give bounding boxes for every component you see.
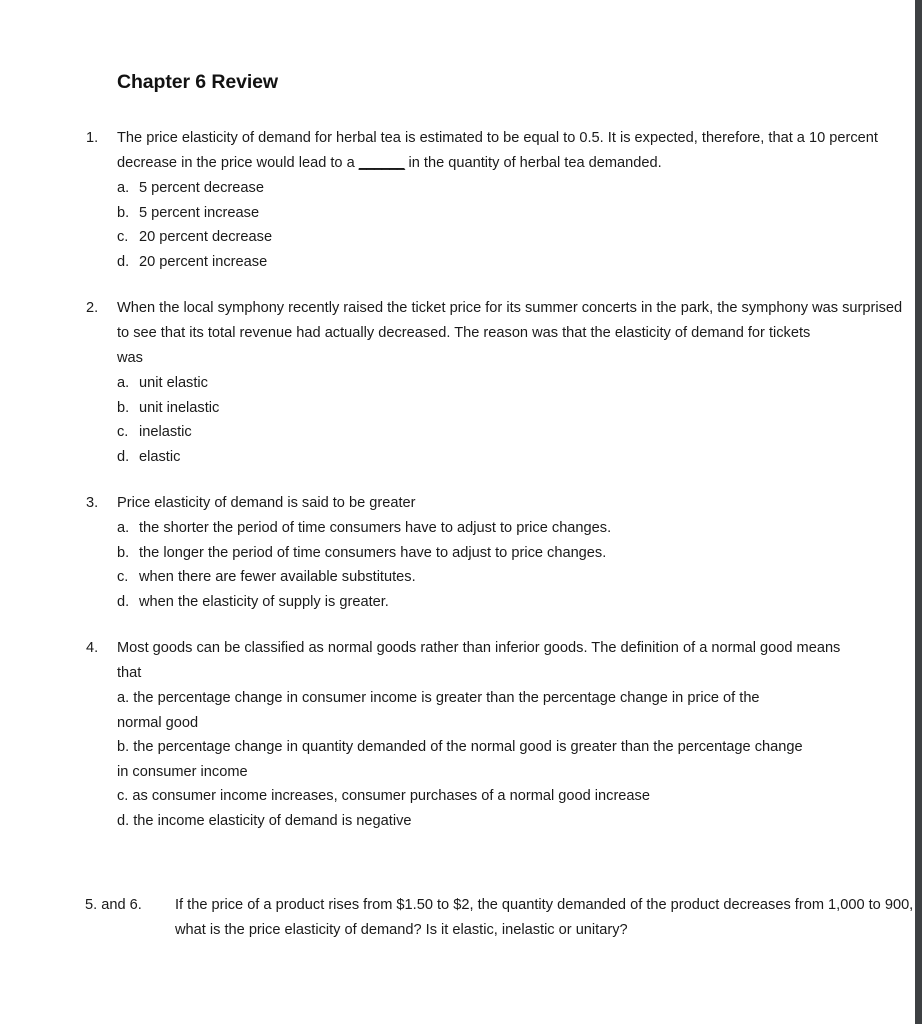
option-3b-letter: b. xyxy=(117,544,130,561)
question-5-and-6-label: 5. and 6. xyxy=(85,897,142,913)
option-2a[interactable] xyxy=(0,371,915,396)
option-3d-letter: d. xyxy=(117,593,130,610)
question-3-stem xyxy=(0,491,915,516)
option-2b[interactable] xyxy=(0,396,915,421)
option-1a[interactable] xyxy=(0,176,915,201)
option-3d-text: when the elasticity of supply is greater. xyxy=(139,593,389,610)
option-2d-text: elastic xyxy=(139,448,181,465)
option-1c-text: 20 percent decrease xyxy=(139,229,273,245)
question-1-answer-blank: ______ xyxy=(358,155,405,171)
option-3c-text: when there are fewer available substitutes. xyxy=(139,569,416,585)
option-2a-text: unit elastic xyxy=(139,375,208,391)
question-4 xyxy=(0,636,915,833)
question-5-and-6-text: If the price of a product rises from $1.50 to $2, the quantity demanded of the product decreases from 1,000 to 900, what is the price elasticity of demand? Is it elastic, inelastic or unitary? xyxy=(175,897,914,938)
question-1-text-before-blank: The price elasticity of demand for herbal tea is estimated to be equal to 0.5. It is expected, therefore, that a 10 percent decrease in the price would lead to a xyxy=(117,130,878,171)
question-1-stem xyxy=(0,126,915,176)
option-3a-letter: a. xyxy=(117,520,130,536)
option-2d-letter: d. xyxy=(117,448,130,465)
question-1-text xyxy=(117,130,878,171)
option-2c-letter: c. xyxy=(117,424,129,440)
option-2c[interactable] xyxy=(0,420,915,445)
option-1c-letter: c. xyxy=(117,229,129,245)
option-3a-text: the shorter the period of time consumers have to adjust to price changes. xyxy=(139,520,612,536)
option-4c-text: as consumer income increases, consumer purchases of a normal good increase xyxy=(132,788,650,804)
question-4-number: 4. xyxy=(86,640,99,656)
document-body xyxy=(0,126,915,943)
option-3b[interactable] xyxy=(0,541,915,566)
question-2-text: When the local symphony recently raised the ticket price for its summer concerts in the park, the symphony was surprised to see that its total revenue had actually decreased. The reason was that the elasticity of demand for tickets was xyxy=(117,300,903,366)
question-3-options xyxy=(0,516,915,614)
option-3a[interactable] xyxy=(0,516,915,541)
question-3 xyxy=(0,491,915,614)
question-1-number: 1. xyxy=(86,130,99,146)
question-2-number: 2. xyxy=(86,300,99,316)
question-1-options xyxy=(0,176,915,274)
option-1c[interactable] xyxy=(0,225,915,250)
option-1b-letter: b. xyxy=(117,204,130,221)
option-4a[interactable] xyxy=(0,686,915,735)
option-3c[interactable] xyxy=(0,565,915,590)
question-4-stem xyxy=(0,636,915,686)
option-3c-letter: c. xyxy=(117,569,129,585)
option-1d[interactable] xyxy=(0,250,915,275)
option-1d-text: 20 percent increase xyxy=(139,253,268,270)
option-2d[interactable] xyxy=(0,445,915,470)
option-4a-letter: a. xyxy=(117,690,130,706)
option-4b[interactable] xyxy=(0,735,915,784)
option-4d-letter: d. xyxy=(117,812,130,829)
question-2 xyxy=(0,296,915,469)
option-4d-text: the income elasticity of demand is negative xyxy=(133,812,412,829)
question-3-number: 3. xyxy=(86,495,99,511)
right-edge-band xyxy=(915,0,922,1024)
option-2b-text: unit inelastic xyxy=(139,399,220,416)
question-4-text: Most goods can be classified as normal goods rather than inferior goods. The definition of a normal good means that xyxy=(117,640,841,681)
option-2c-text: inelastic xyxy=(139,424,192,440)
option-2a-letter: a. xyxy=(117,375,130,391)
option-3d[interactable] xyxy=(0,590,915,615)
option-4b-letter: b. xyxy=(117,739,130,755)
question-5-and-6 xyxy=(0,893,915,943)
option-1a-text: 5 percent decrease xyxy=(139,180,264,196)
page-title: Chapter 6 Review xyxy=(117,71,278,93)
option-4c-letter: c. xyxy=(117,788,129,804)
option-1b[interactable] xyxy=(0,201,915,226)
option-4a-text: the percentage change in consumer income is greater than the percentage change in price of the normal good xyxy=(117,690,760,731)
option-4d[interactable] xyxy=(0,809,915,834)
option-1d-letter: d. xyxy=(117,253,130,270)
option-3b-text: the longer the period of time consumers have to adjust to price changes. xyxy=(139,544,607,561)
question-2-options xyxy=(0,371,915,469)
question-3-text: Price elasticity of demand is said to be greater xyxy=(117,495,416,511)
option-4c[interactable] xyxy=(0,784,915,809)
question-1-text-after-blank: in the quantity of herbal tea demanded. xyxy=(404,155,662,171)
question-2-stem xyxy=(0,296,915,371)
option-1a-letter: a. xyxy=(117,180,130,196)
question-1 xyxy=(0,126,915,274)
option-1b-text: 5 percent increase xyxy=(139,204,260,221)
option-4b-text: the percentage change in quantity demanded of the normal good is greater than the percentage change in consumer income xyxy=(117,739,803,780)
question-4-options xyxy=(0,686,915,833)
option-2b-letter: b. xyxy=(117,399,130,416)
